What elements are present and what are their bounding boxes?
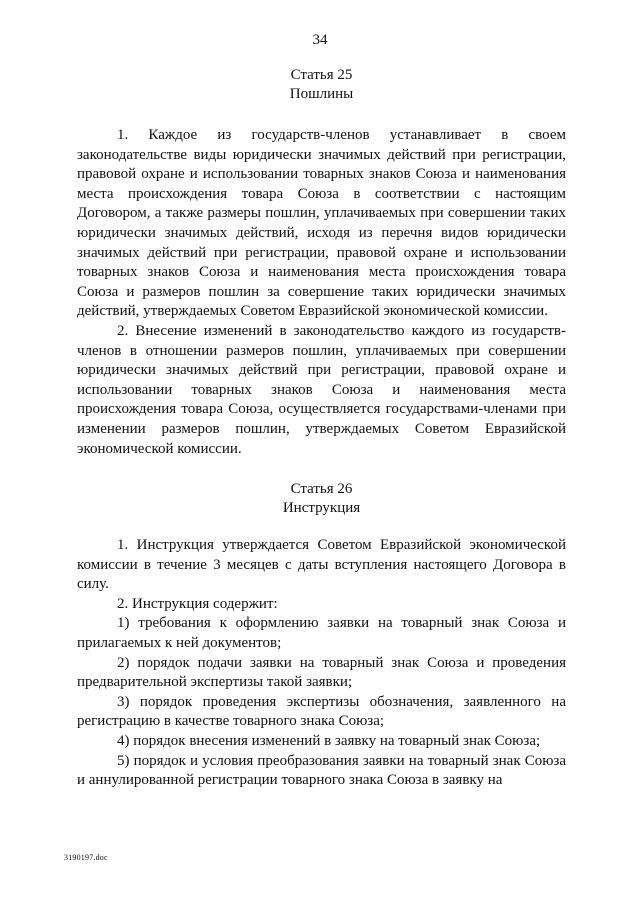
footer-file-name: 3190197.doc [64, 853, 108, 862]
article-26-paragraph-2: 2. Инструкция содержит: [117, 595, 278, 612]
article-26-item-5: 5) порядок и условия преобразования заявки на товарный знак Союза и аннулированной регистрации товарного знака Союза в заявку на [77, 752, 566, 789]
article-25-paragraph-2: 2. Внесение изменений в законодательство каждого из государств-членов в отношении размеров пошлин, уплачиваемых при совершении юридически значимых действий при регистрации, правовой охране и использовании товарных знаков Союза и наименования места происхождения товара Союза, осуществляется государствами-членами при изменении размеров пошлин, утверждаемых Советом Евразийской экономической комиссии. [77, 322, 566, 457]
article-25-paragraph-1: 1. Каждое из государств-членов устанавливает в своем законодательстве виды юридически значимых действий при регистрации, правовой охране и использовании товарных знаков Союза и наименования места происхождения товара Союза в соответствии с настоящим Договором, а также размеры пошлин, уплачиваемых при совершении таких юридически значимых действий, исходя из перечня видов юридически значимых действий при регистрации, правовой охране и использовании товарных знаков Союза и наименования места происхождения товара Союза и размеров пошлин за совершение таких юридически значимых действий, утверждаемых Советом Евразийской экономической комиссии. [77, 127, 566, 320]
article-26-heading: Статья 26 [290, 481, 353, 498]
article-26-item-3: 3) порядок проведения экспертизы обозначения, заявленного на регистрацию в качестве товарного знака Союза; [77, 693, 566, 730]
article-26-item-4: 4) порядок внесения изменений в заявку на товарный знак Союза; [117, 733, 541, 750]
article-26 [77, 480, 566, 791]
article-25 [77, 66, 566, 459]
article-26-title: Инструкция [282, 500, 361, 517]
article-26-paragraph-1: 1. Инструкция утверждается Советом Евразийской экономической комиссии в течение 3 месяцев с даты вступления настоящего Договора в силу. [77, 537, 566, 593]
article-26-item-2: 2) порядок подачи заявки на товарный знак Союза и проведения предварительной экспертизы такой заявки; [77, 654, 566, 691]
document-body [77, 66, 566, 791]
article-26-item-1: 1) требования к оформлению заявки на товарный знак Союза и прилагаемых к ней документов; [77, 615, 566, 652]
article-25-title: Пошлины [289, 86, 354, 102]
article-25-heading: Статья 25 [290, 67, 353, 83]
page-number: 34 [312, 32, 328, 48]
